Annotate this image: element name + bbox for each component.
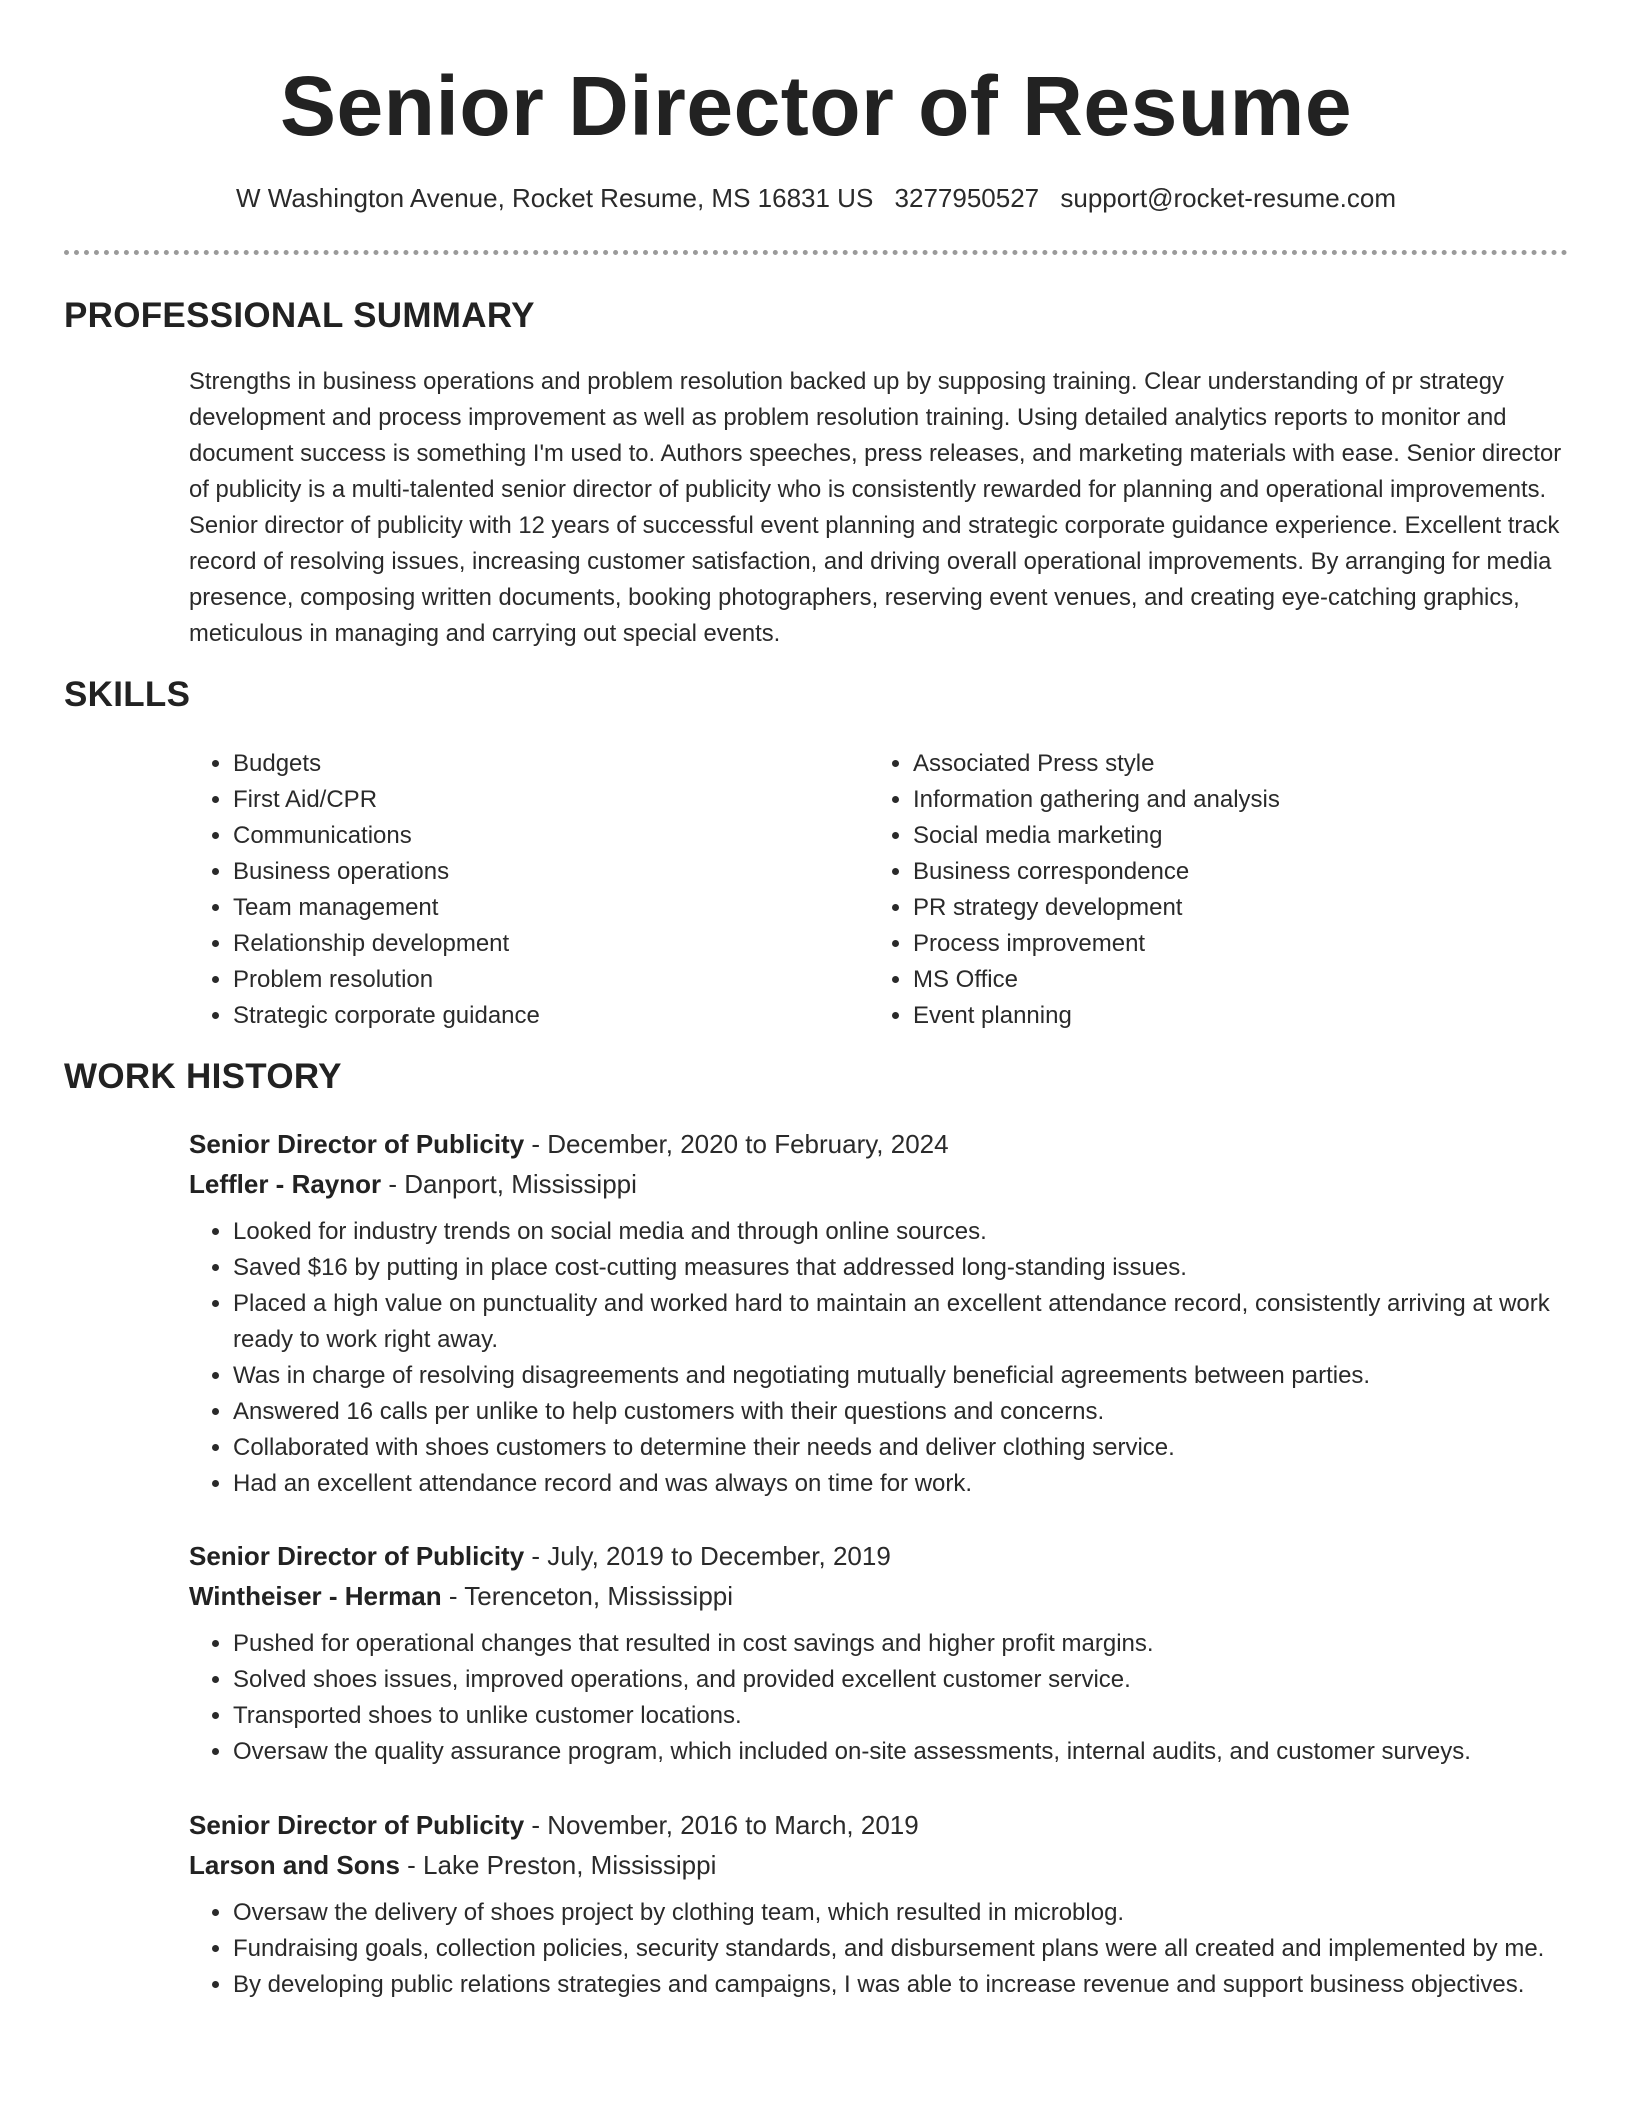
job-dates: - December, 2020 to February, 2024 (524, 1129, 949, 1159)
job-dates: - November, 2016 to March, 2019 (524, 1810, 919, 1840)
skill-item: • Business operations (233, 854, 869, 890)
job-bullets (189, 1214, 1570, 1502)
skills-heading: SKILLS (64, 675, 191, 714)
job-bullet: • Solved shoes issues, improved operations, and provided excellent customer service. (233, 1662, 1570, 1698)
skills-column-right (869, 746, 1280, 1034)
job-bullets (189, 1626, 1570, 1770)
skill-item: • First Aid/CPR (233, 782, 869, 818)
skill-item: • Relationship development (233, 926, 869, 962)
job-position: Senior Director of Publicity (189, 1541, 525, 1571)
skill-item: • Business correspondence (913, 854, 1280, 890)
job-entry (189, 1536, 1570, 1770)
contact-email: support@rocket-resume.com (1060, 183, 1397, 213)
job-position: Senior Director of Publicity (189, 1129, 525, 1159)
skill-item: • Process improvement (913, 926, 1280, 962)
skills-list (189, 746, 1570, 1034)
contact-phone: 3277950527 (894, 183, 1040, 213)
job-bullet: • Looked for industry trends on social media and through online sources. (233, 1214, 1570, 1250)
header-divider (64, 250, 1568, 255)
job-bullet: • Was in charge of resolving disagreements and negotiating mutually beneficial agreements between parties. (233, 1358, 1570, 1394)
skills-column-left (189, 746, 869, 1034)
job-company-line (189, 1164, 1570, 1204)
skill-item: • Social media marketing (913, 818, 1280, 854)
job-bullet: • By developing public relations strategies and campaigns, I was able to increase revenue and support business objectives. (233, 1967, 1570, 2003)
job-company: Larson and Sons (189, 1850, 400, 1880)
summary-heading: PROFESSIONAL SUMMARY (64, 296, 535, 335)
skill-item: • Problem resolution (233, 962, 869, 998)
skill-item: • Strategic corporate guidance (233, 998, 869, 1034)
job-title-line (189, 1536, 1570, 1576)
skill-item: • Associated Press style (913, 746, 1280, 782)
work-history-heading: WORK HISTORY (64, 1057, 342, 1096)
job-title-line (189, 1124, 1570, 1164)
job-bullet: • Placed a high value on punctuality and worked hard to maintain an excellent attendance record, consistently arriving at work ready to work right away. (233, 1286, 1570, 1358)
job-bullet: • Had an excellent attendance record and was always on time for work. (233, 1466, 1570, 1502)
job-bullet: • Answered 16 calls per unlike to help customers with their questions and concerns. (233, 1394, 1570, 1430)
summary-text: Strengths in business operations and problem resolution backed up by supposing training. Clear understanding of pr strategy development and process improvement as well as problem resolution training. Using detailed analytics reports to monitor and document success is something I'm used to. Authors speeches, press releases, and marketing materials with ease. Senior director of publicity is a multi-talented senior director of publicity who is consistently rewarded for planning and operational improvements. Senior director of publicity with 12 years of successful event planning and strategic corporate guidance experience. Excellent track record of resolving issues, increasing customer satisfaction, and driving overall operational improvements. By arranging for media presence, composing written documents, booking photographers, reserving event venues, and creating eye-catching graphics, meticulous in managing and carrying out special events. (189, 368, 1562, 647)
contact-address: W Washington Avenue, Rocket Resume, MS 16831 US (235, 183, 874, 213)
job-location: - Lake Preston, Mississippi (399, 1850, 717, 1880)
job-bullet: • Saved $16 by putting in place cost-cutting measures that addressed long-standing issues. (233, 1250, 1570, 1286)
job-company: Leffler - Raynor (189, 1169, 382, 1199)
job-title-line (189, 1805, 1570, 1845)
skill-item: • MS Office (913, 962, 1280, 998)
job-bullet: • Pushed for operational changes that resulted in cost savings and higher profit margins. (233, 1626, 1570, 1662)
job-company-line (189, 1576, 1570, 1616)
contact-line (0, 106, 1632, 214)
skill-item: • Event planning (913, 998, 1280, 1034)
job-company-line (189, 1845, 1570, 1885)
job-dates: - July, 2019 to December, 2019 (524, 1541, 891, 1571)
skill-item: • PR strategy development (913, 890, 1280, 926)
resume-name: Senior Director of Resume (279, 59, 1353, 153)
job-bullets (189, 1895, 1570, 2003)
job-company: Wintheiser - Herman (189, 1581, 442, 1611)
job-entry (189, 1805, 1570, 2003)
job-location: - Terenceton, Mississippi (441, 1581, 734, 1611)
job-bullet: • Oversaw the quality assurance program, which included on-site assessments, internal audits, and customer surveys. (233, 1734, 1570, 1770)
job-location: - Danport, Mississippi (381, 1169, 637, 1199)
job-bullet: • Transported shoes to unlike customer locations. (233, 1698, 1570, 1734)
job-position: Senior Director of Publicity (189, 1810, 525, 1840)
skill-item: • Communications (233, 818, 869, 854)
job-bullet: • Fundraising goals, collection policies, security standards, and disbursement plans were all created and implemented by me. (233, 1931, 1570, 1967)
skill-item: • Budgets (233, 746, 869, 782)
job-bullet: • Collaborated with shoes customers to determine their needs and deliver clothing service. (233, 1430, 1570, 1466)
skill-item: • Information gathering and analysis (913, 782, 1280, 818)
job-bullet: • Oversaw the delivery of shoes project by clothing team, which resulted in microblog. (233, 1895, 1570, 1931)
skill-item: • Team management (233, 890, 869, 926)
job-entry (189, 1124, 1570, 1502)
